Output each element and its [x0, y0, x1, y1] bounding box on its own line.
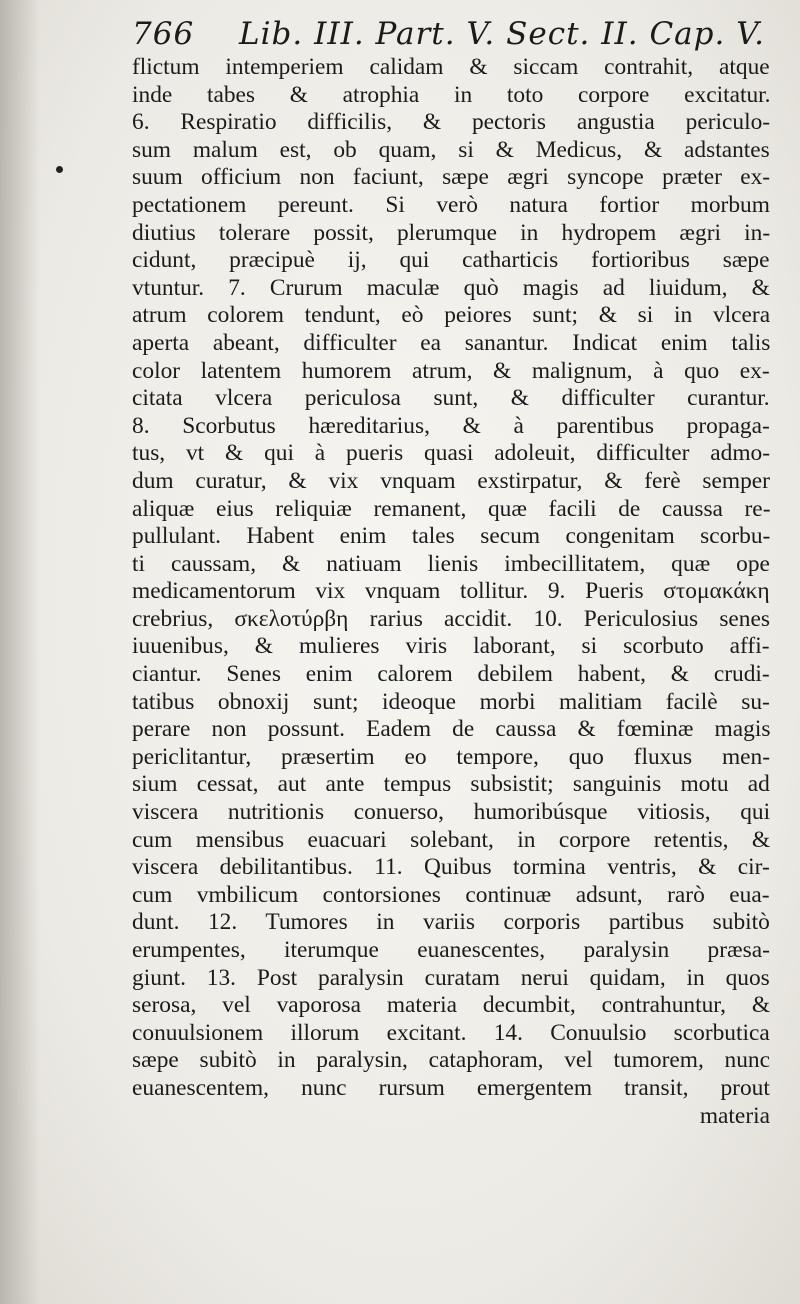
- text-line: suum officium non faciunt, sæpe ægri syncope præter ex-: [132, 164, 771, 191]
- text-line: color latentem humorem atrum, & malignum, à quo ex-: [132, 357, 770, 384]
- body-text: [132, 54, 770, 1103]
- text-line: diutius tolerare possit, plerumque in hydropem ægri in-: [132, 219, 771, 246]
- text-line: inde tabes & atrophia in toto corpore excitatur.: [132, 81, 771, 108]
- text-line: flictum intemperiem calidam & siccam contrahit, atque: [132, 54, 770, 80]
- page-number: 766: [132, 16, 195, 52]
- margin-ink-dot: [56, 166, 63, 173]
- text-line: tatibus obnoxij sunt; ideoque morbi malitiam facilè su-: [132, 688, 770, 715]
- text-line: citata vlcera periculosa sunt, & difficulter curantur.: [132, 385, 770, 412]
- text-line: giunt. 13. Post paralysin curatam nerui quidam, in quos: [132, 964, 770, 991]
- text-line: sum malum est, ob quam, si & Medicus, & adstantes: [132, 136, 770, 163]
- text-line: aperta abeant, difficulter ea sanantur. Indicat enim talis: [132, 329, 771, 356]
- text-line: medicamentorum vix vnquam tollitur. 9. Pueris στομακάκη: [132, 578, 770, 605]
- text-line: perare non possunt. Eadem de caussa & fœminæ magis: [132, 716, 771, 743]
- text-line: viscera nutritionis conuerso, humoribúsque vitiosis, qui: [132, 799, 771, 826]
- text-line: aliquæ eius reliquiæ remanent, quæ facili de caussa re-: [132, 495, 771, 522]
- text-line: conuulsionem illorum excitant. 14. Conuulsio scorbutica: [132, 1019, 770, 1046]
- text-line: cidunt, præcipuè ij, qui catharticis fortioribus sæpe: [132, 247, 770, 274]
- text-line: crebrius, σκελοτύρβη rarius accidit. 10. Periculosius senes: [132, 605, 770, 632]
- text-line: pectationem pereunt. Si verò natura fortior morbum: [132, 191, 770, 218]
- text-line: dum curatur, & vix vnquam exstirpatur, & ferè semper: [132, 467, 770, 494]
- text-line: iuuenibus, & mulieres viris laborant, si scorbuto affi-: [132, 633, 770, 660]
- running-title: Lib. III. Part. V. Sect. II. Cap. V.: [239, 16, 766, 52]
- text-line: sium cessat, aut ante tempus subsistit; sanguinis motu ad: [132, 771, 770, 798]
- text-line: cum vmbilicum contorsiones continuæ adsunt, rarò eua-: [132, 881, 770, 908]
- text-line: erumpentes, iterumque euanescentes, paralysin præsa-: [132, 937, 770, 963]
- catchword: materia: [699, 1102, 770, 1129]
- running-header: [132, 14, 770, 54]
- text-line: pullulant. Habent enim tales secum congenitam scorbu-: [132, 523, 771, 550]
- text-line: cum mensibus euacuari solebant, in corpore retentis, &: [132, 826, 771, 853]
- text-line: ti caussam, & natiuam lienis imbecillitatem, quæ ope: [132, 550, 770, 577]
- text-line: tus, vt & qui à pueris quasi adoleuit, difficulter admo-: [132, 440, 771, 467]
- text-line: serosa, vel vaporosa materia decumbit, contrahuntur, &: [132, 992, 771, 1019]
- text-line: 8. Scorbutus hæreditarius, & à parentibus propaga-: [132, 412, 770, 439]
- text-line: sæpe subitò in paralysin, cataphoram, vel tumorem, nunc: [132, 1047, 770, 1074]
- text-line: vtuntur. 7. Crurum maculæ quò magis ad liuidum, &: [132, 274, 770, 301]
- text-line: atrum colorem tendunt, eò peiores sunt; & si in vlcera: [132, 302, 771, 329]
- text-line: ciantur. Senes enim calorem debilem habent, & crudi-: [132, 661, 770, 688]
- text-line: periclitantur, præsertim eo tempore, quo fluxus men-: [132, 743, 771, 770]
- text-line: viscera debilitantibus. 11. Quibus tormina ventris, & cir-: [132, 854, 770, 881]
- text-line: euanescentem, nunc rursum emergentem transit, prout: [132, 1074, 770, 1101]
- text-line: dunt. 12. Tumores in variis corporis partibus subitò: [132, 909, 770, 936]
- gutter-shadow: [0, 0, 40, 1304]
- text-line: 6. Respiratio difficilis, & pectoris angustia periculo-: [132, 109, 771, 136]
